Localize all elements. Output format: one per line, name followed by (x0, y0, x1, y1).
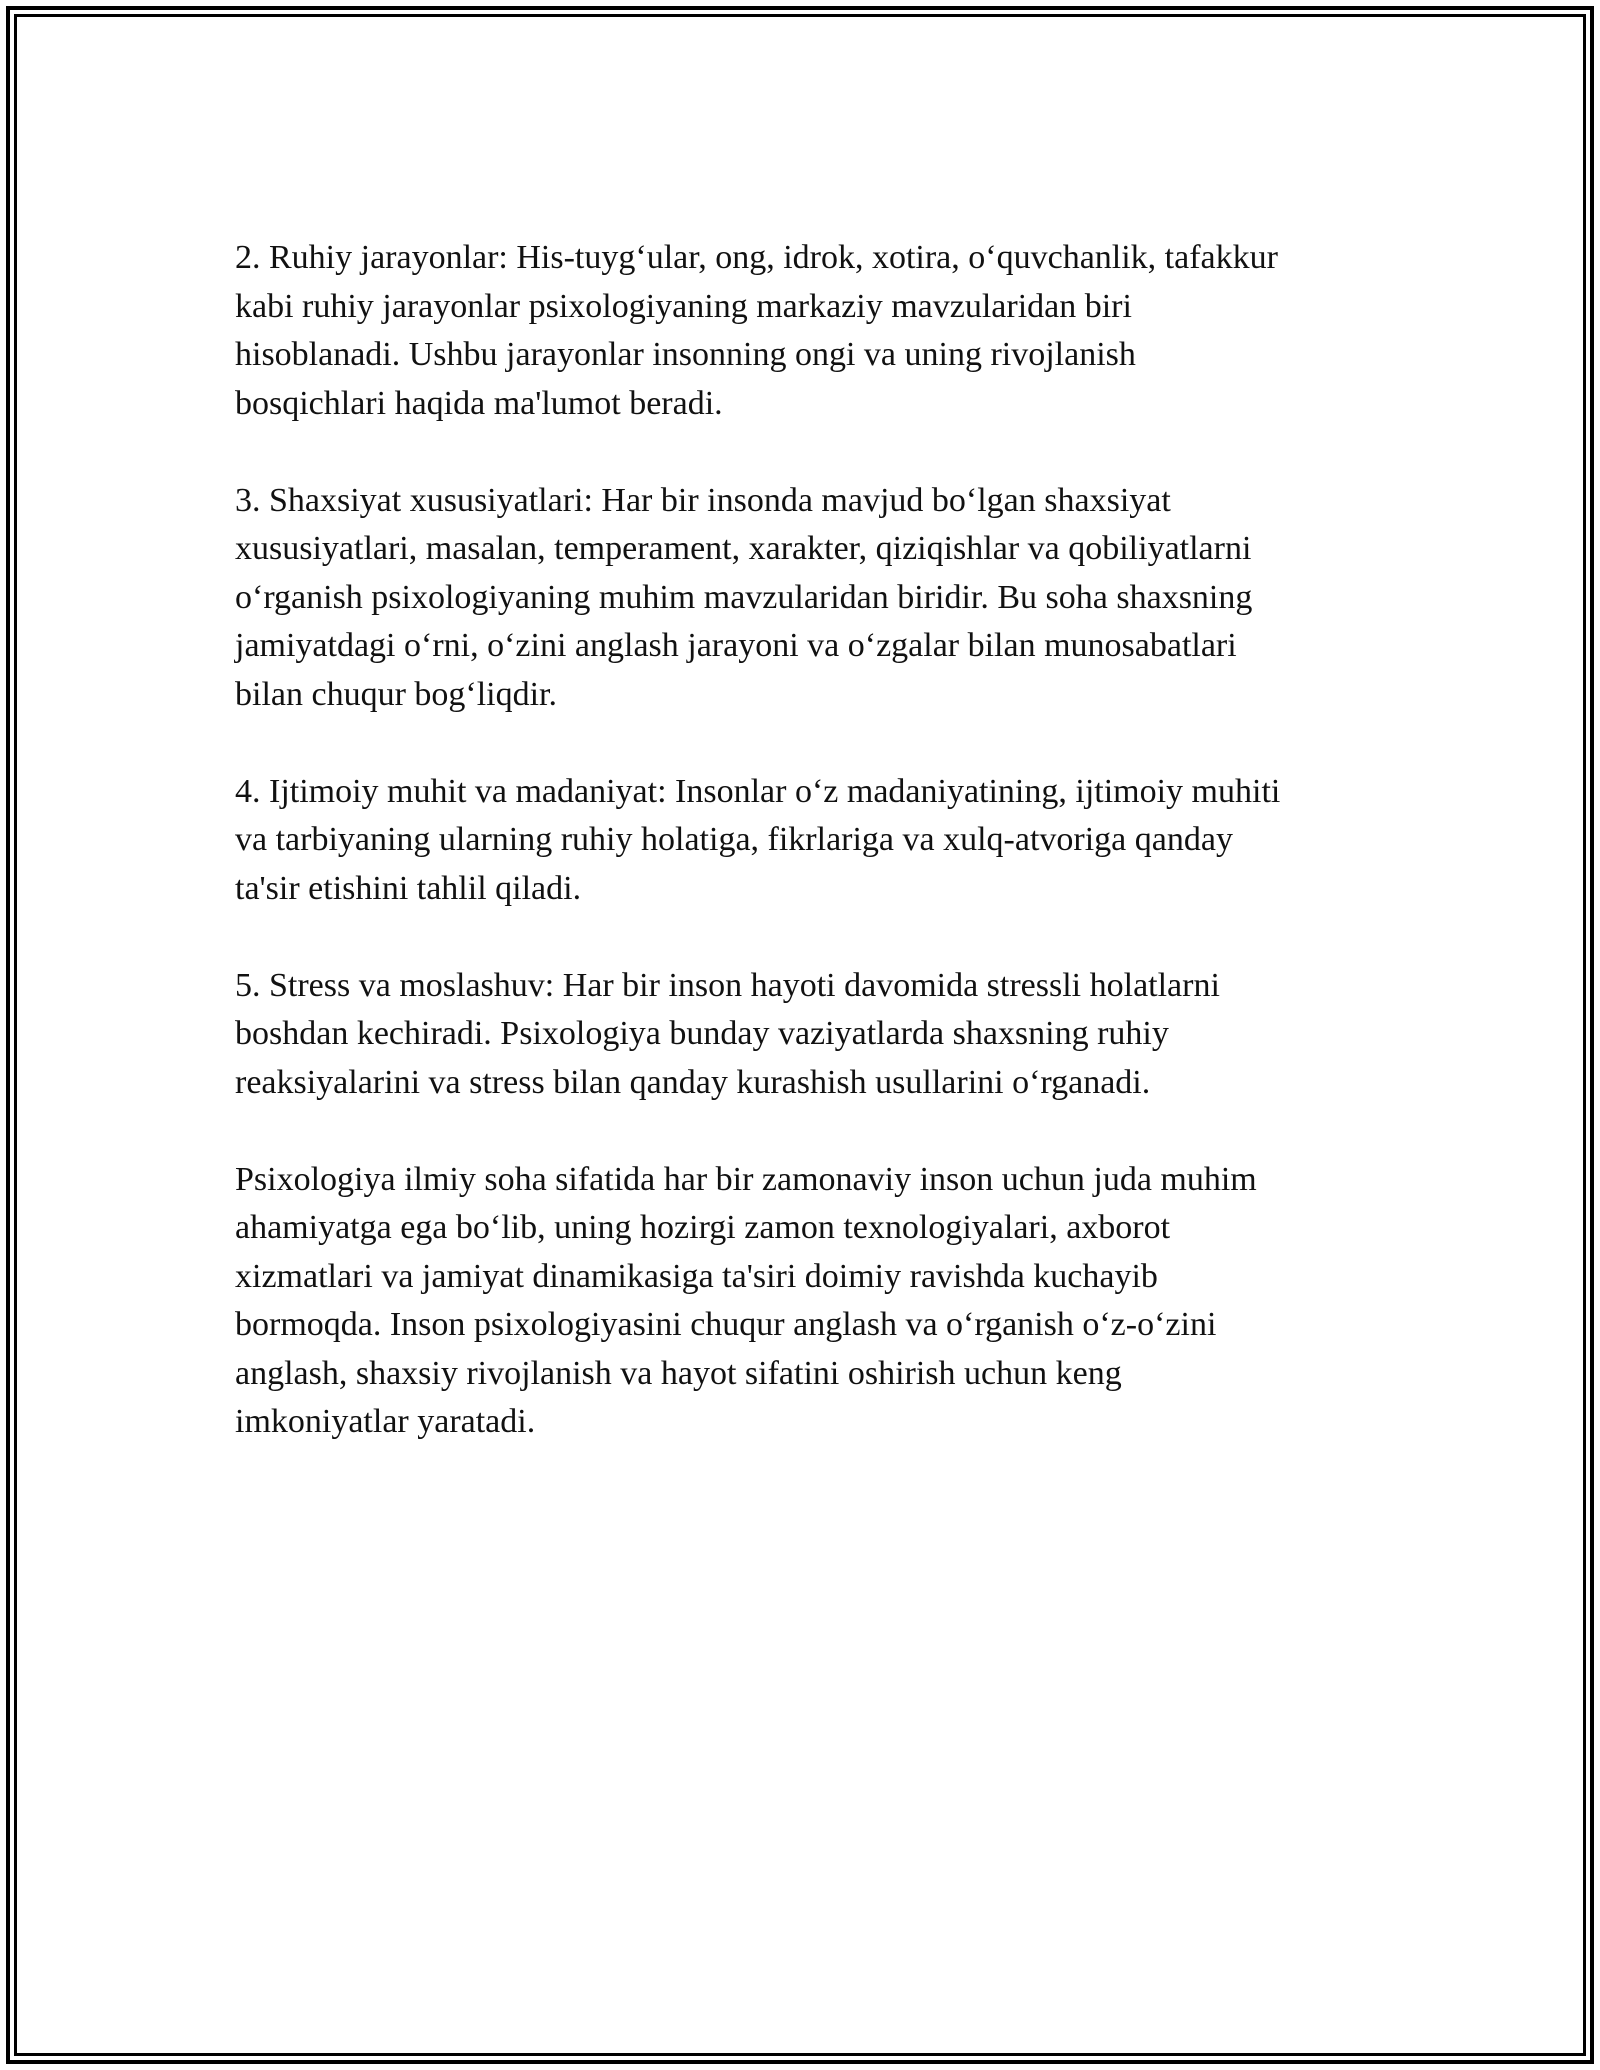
text-line: kabi ruhiy jarayonlar psixologiyaning markaziy mavzularidan biri (235, 287, 1132, 325)
paragraph-conclusion (235, 1156, 1385, 1447)
text-line: 3. Shaxsiyat xususiyatlari: Har bir insonda mavjud bo‘lgan shaxsiyat (235, 481, 1171, 519)
text-line: bormoqda. Inson psixologiyasini chuqur anglash va o‘rganish o‘z-o‘zini (235, 1306, 1217, 1343)
text-line: o‘rganish psixologiyaning muhim mavzularidan biridir. Bu soha shaxsning (235, 578, 1253, 616)
text-line: ta'sir etishini tahlil qiladi. (235, 869, 582, 907)
text-line: xizmatlari va jamiyat dinamikasiga ta'siri doimiy ravishda kuchayib (235, 1257, 1158, 1295)
paragraph-stress-moslashuv (235, 962, 1385, 1108)
text-line: jamiyatdagi o‘rni, o‘zini anglash jarayoni va o‘zgalar bilan munosabatlari (235, 627, 1237, 664)
text-line: imkoniyatlar yaratadi. (235, 1403, 536, 1440)
text-line: Psixologiya ilmiy soha sifatida har bir zamonaviy inson uchun juda muhim (235, 1160, 1257, 1198)
paragraph-ijtimoiy-muhit (235, 768, 1385, 914)
text-line: xususiyatlari, masalan, temperament, xarakter, qiziqishlar va qobiliyatlarni (235, 530, 1252, 567)
text-line: va tarbiyaning ularning ruhiy holatiga, fikrlariga va xulq-atvoriga qanday (235, 821, 1233, 858)
text-line: boshdan kechiradi. Psixologiya bunday vaziyatlarda shaxsning ruhiy (235, 1015, 1169, 1052)
text-line: ahamiyatga ega bo‘lib, uning hozirgi zamon texnologiyalari, axborot (235, 1209, 1171, 1246)
text-line: 4. Ijtimoiy muhit va madaniyat: Insonlar o‘z madaniyatining, ijtimoiy muhiti (235, 772, 1281, 810)
paragraph-ruhiy-jarayonlar (235, 234, 1385, 428)
text-line: 5. Stress va moslashuv: Har bir inson hayoti davomida stressli holatlarni (235, 966, 1220, 1004)
paragraph-shaxsiyat-xususiyatlari (235, 477, 1385, 720)
document-body (235, 234, 1385, 1495)
text-line: anglash, shaxsiy rivojlanish va hayot sifatini oshirish uchun keng (235, 1354, 1122, 1392)
text-line: bosqichlari haqida ma'lumot beradi. (235, 384, 723, 422)
text-line: hisoblanadi. Ushbu jarayonlar insonning ongi va uning rivojlanish (235, 336, 1136, 373)
text-line: 2. Ruhiy jarayonlar: His-tuyg‘ular, ong, idrok, xotira, o‘quvchanlik, tafakkur (235, 239, 1278, 276)
text-line: bilan chuqur bog‘liqdir. (235, 675, 558, 713)
text-line: reaksiyalarini va stress bilan qanday kurashish usullarini o‘rganadi. (235, 1063, 1151, 1101)
